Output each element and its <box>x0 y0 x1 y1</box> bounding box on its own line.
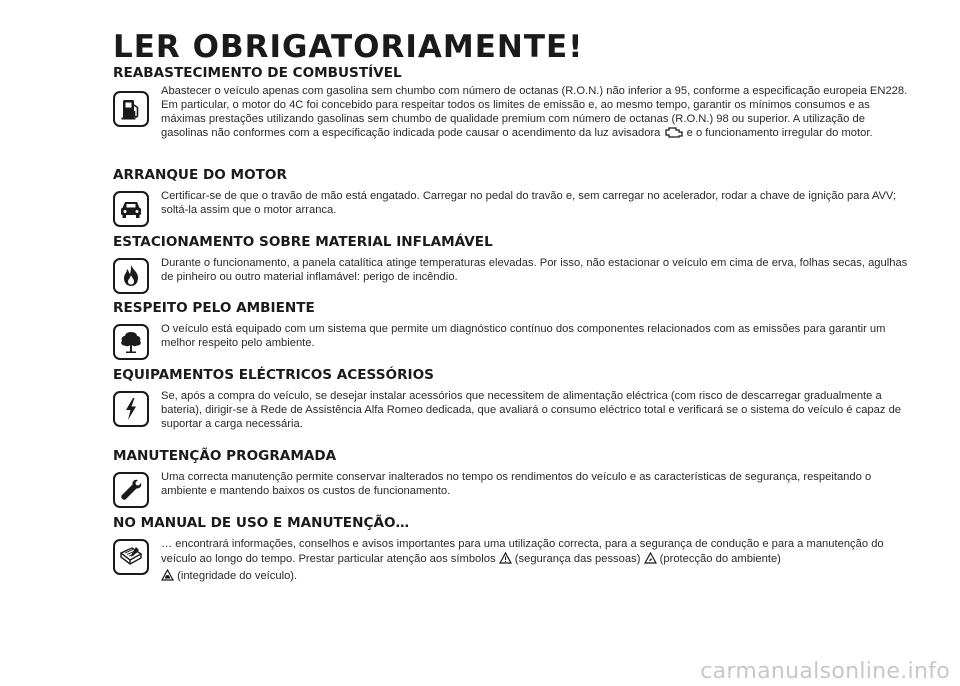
section-text: Se, após a compra do veículo, se desejar instalar acessórios que necessitem de alimentação eléctrica (com risco de descarregar gradualmente a bateria), dirigir-se à Rede de Assistência Alfa Romeo dedicada, que avaliará o consumo eléctrico total e verificará se o sistema do veículo é capaz de suportar a carga necessária. <box>161 390 902 430</box>
section-parking <box>113 233 913 285</box>
fuel-pump-icon <box>113 91 149 127</box>
warning-triangle-icon <box>499 552 512 569</box>
section-heading: EQUIPAMENTOS ELÉCTRICOS ACESSÓRIOS <box>113 367 434 383</box>
section-text: O veículo está equipado com um sistema que permite um diagnóstico contínuo dos componentes relacionados com as emissões para garantir um melhor respeito pelo ambiente. <box>161 323 886 349</box>
section-engine-start <box>113 166 913 218</box>
tree-icon <box>113 324 149 360</box>
section-text: Abastecer o veículo apenas com gasolina sem chumbo com número de octanas (R.O.N.) não inferior a 95, conforme a especificação europeia EN228. Em particular, o motor do 4C foi concebido para respeitar todos os limites de emissão e, ao mesmo tempo, garantir os mínimos consumos e as máximas prestações utilizando gasolinas sem chumbo de qualidade premium com número de octanas (R.O.N.) 98 ou superior. A utilização de gasolinas não conformes com a especificação indicada pode causar o acendimento da luz avisadora e o funcionamento irregular do motor. <box>161 85 913 143</box>
section-text: Durante o funcionamento, a panela catalítica atinge temperaturas elevadas. Por isso, não estacionar o veículo em cima de erva, folhas secas, agulhas de pinheiro ou outro material inflamável: perigo de incêndio. <box>161 257 908 283</box>
section-heading: ESTACIONAMENTO SOBRE MATERIAL INFLAMÁVEL <box>113 234 493 250</box>
section-electrical <box>113 366 913 431</box>
page-title: LER OBRIGATORIAMENTE! <box>113 29 584 65</box>
section-text: … encontrará informações, conselhos e avisos importantes para uma utilização correcta, para a segurança de condução e para a manutenção do veículo ao longo do tempo. Prestar particular atenção aos símbolos (segurança das pessoas) (protecção do ambiente) (integridade do veículo). <box>161 538 913 585</box>
section-text: Uma correcta manutenção permite conservar inalterados no tempo os rendimentos do veículo e as características de segurança, respeitando o ambiente e mantendo baixos os custos de funcionamento. <box>161 471 872 497</box>
engine-warning-light-icon <box>664 126 684 143</box>
wrench-icon <box>113 472 149 508</box>
section-manual <box>113 514 913 585</box>
section-maintenance <box>113 447 913 499</box>
watermark: carmanualsonline.info <box>700 659 950 684</box>
lightning-icon <box>113 391 149 427</box>
section-fuel <box>113 64 913 143</box>
car-icon <box>113 191 149 227</box>
section-heading: RESPEITO PELO AMBIENTE <box>113 300 315 316</box>
flame-icon <box>113 258 149 294</box>
manual-book-icon <box>113 539 149 575</box>
section-environment <box>113 299 913 351</box>
section-heading: MANUTENÇÃO PROGRAMADA <box>113 448 337 464</box>
section-text: Certificar-se de que o travão de mão está engatado. Carregar no pedal do travão e, sem carregar no acelerador, rodar a chave de ignição para AVV; soltá-la assim que o motor arranca. <box>161 190 897 216</box>
section-heading: NO MANUAL DE USO E MANUTENÇÃO… <box>113 515 410 531</box>
vehicle-integrity-icon <box>161 569 174 586</box>
section-heading: ARRANQUE DO MOTOR <box>113 167 287 183</box>
section-heading: REABASTECIMENTO DE COMBUSTÍVEL <box>113 65 402 81</box>
environment-leaf-icon <box>644 552 657 569</box>
